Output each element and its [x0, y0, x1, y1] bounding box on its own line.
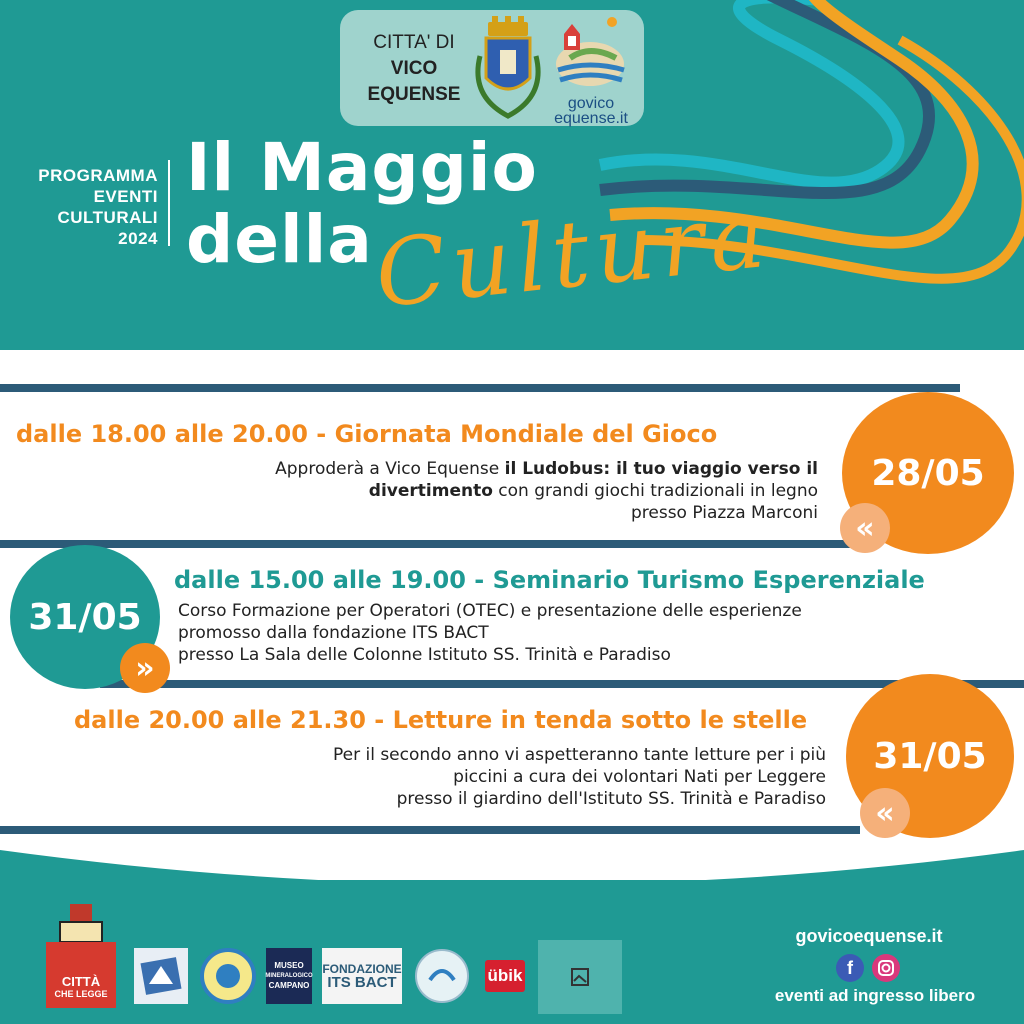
museo-line1: MUSEO [274, 961, 304, 970]
event3-date-badge: 31/05 [846, 674, 1014, 838]
event1-desc-line2-text: con grandi giochi tradizionali in legno [492, 481, 818, 501]
city-crest-icon [470, 16, 546, 120]
main-title-script: Cultura [370, 180, 776, 329]
event1-desc-line3: presso Piazza Marconi [630, 503, 818, 523]
fondazione-line2: ITS BACT [327, 974, 397, 991]
punto-lettura-icon [200, 948, 256, 1004]
main-title-line1: Il Maggio [186, 129, 538, 206]
sponsor-map-logo[interactable] [134, 948, 188, 1004]
event1-bottom-bar [0, 540, 860, 548]
event2-date-badge: 31/05 [10, 545, 160, 689]
city-name-line2: VICO [390, 58, 438, 79]
instagram-icon[interactable] [872, 954, 900, 982]
event3-title: dalle 20.00 alle 21.30 - Letture in tenda sotto le stelle [74, 706, 808, 734]
go-logo-line2: equense.it [554, 110, 628, 127]
event1-date-badge: 28/05 [842, 392, 1014, 554]
citta-label-line2: CHE LEGGE [54, 989, 108, 999]
map-logo-icon [139, 954, 183, 998]
sponsor-punto-lettura-logo[interactable] [200, 948, 256, 1004]
event1-title: dalle 18.00 alle 20.00 - Giornata Mondiale del Gioco [16, 420, 718, 448]
citta-che-legge-label [46, 968, 116, 1008]
city-name-line1: CITTA' DI [373, 32, 455, 53]
event1-desc-line2-bold: divertimento [368, 481, 493, 501]
city-name [366, 30, 462, 108]
event2-desc-line2: promosso dalla fondazione ITS BACT [178, 623, 489, 643]
facebook-icon[interactable]: f [836, 954, 864, 982]
event1-desc-line1-text: Approderà a Vico Equense [275, 459, 505, 479]
sponsor-ubik-logo[interactable] [482, 948, 528, 1004]
event1-chevron-left-icon[interactable]: « [840, 503, 890, 553]
sponsor-round-logo[interactable] [414, 948, 470, 1004]
broken-image-icon [570, 967, 590, 987]
go-logo-line1: govico [567, 95, 615, 112]
event1-description [275, 458, 818, 524]
program-line3: CULTURALI [57, 208, 158, 227]
main-title-line2: della [186, 201, 373, 278]
city-name-line3: EQUENSE [367, 84, 461, 105]
event3-desc-line1: Per il secondo anno vi aspetteranno tante letture per i più [332, 745, 826, 765]
round-emblem-icon [414, 948, 470, 1004]
event2-title: dalle 15.00 alle 19.00 - Seminario Turismo Esperenziale [174, 566, 925, 594]
sponsor-museo-logo[interactable] [266, 948, 312, 1004]
ubik-label: übik [485, 960, 526, 992]
event3-desc-line2: piccini a cura dei volontari Nati per Leggere [453, 767, 826, 787]
event2-desc-line3: presso La Sala delle Colonne Istituto SS. Trinità e Paradiso [178, 645, 671, 665]
event2-description [178, 600, 802, 666]
citta-label-line1: CITTÀ [61, 974, 101, 989]
title-divider [168, 160, 170, 246]
program-year: 2024 [118, 229, 158, 248]
sponsor-fondazione-its-bact-logo[interactable] [322, 948, 402, 1004]
event1-desc-line1 [275, 458, 818, 480]
event1-top-bar [0, 384, 960, 392]
event1-desc-line1-bold: il Ludobus: il tuo viaggio verso il [504, 459, 818, 479]
program-line1: PROGRAMMA [38, 166, 158, 185]
fondazione-line1: FONDAZIONE [322, 962, 402, 976]
website-link[interactable]: govicoequense.it [795, 926, 943, 946]
event3-chevron-left-icon[interactable]: « [860, 788, 910, 838]
museo-line2: MINERALOGICO [265, 973, 313, 979]
instagram-glyph [877, 959, 895, 977]
govicoequense-logo-icon [550, 14, 630, 98]
event3-desc-line3: presso il giardino dell'Istituto SS. Trinità e Paradiso [396, 789, 826, 809]
sponsor-image-placeholder [538, 940, 622, 1014]
event2-chevron-right-icon[interactable]: » [120, 643, 170, 693]
program-label [8, 165, 158, 249]
event3-description [333, 744, 826, 810]
free-entry-note: eventi ad ingresso libero [774, 986, 976, 1005]
event1-desc-line2 [275, 480, 818, 502]
museo-line3: CAMPANO [268, 981, 310, 990]
event2-desc-line1: Corso Formazione per Operatori (OTEC) e presentazione delle esperienze [178, 601, 802, 621]
govicoequense-logo-text [546, 96, 636, 126]
program-line2: EVENTI [93, 187, 158, 206]
